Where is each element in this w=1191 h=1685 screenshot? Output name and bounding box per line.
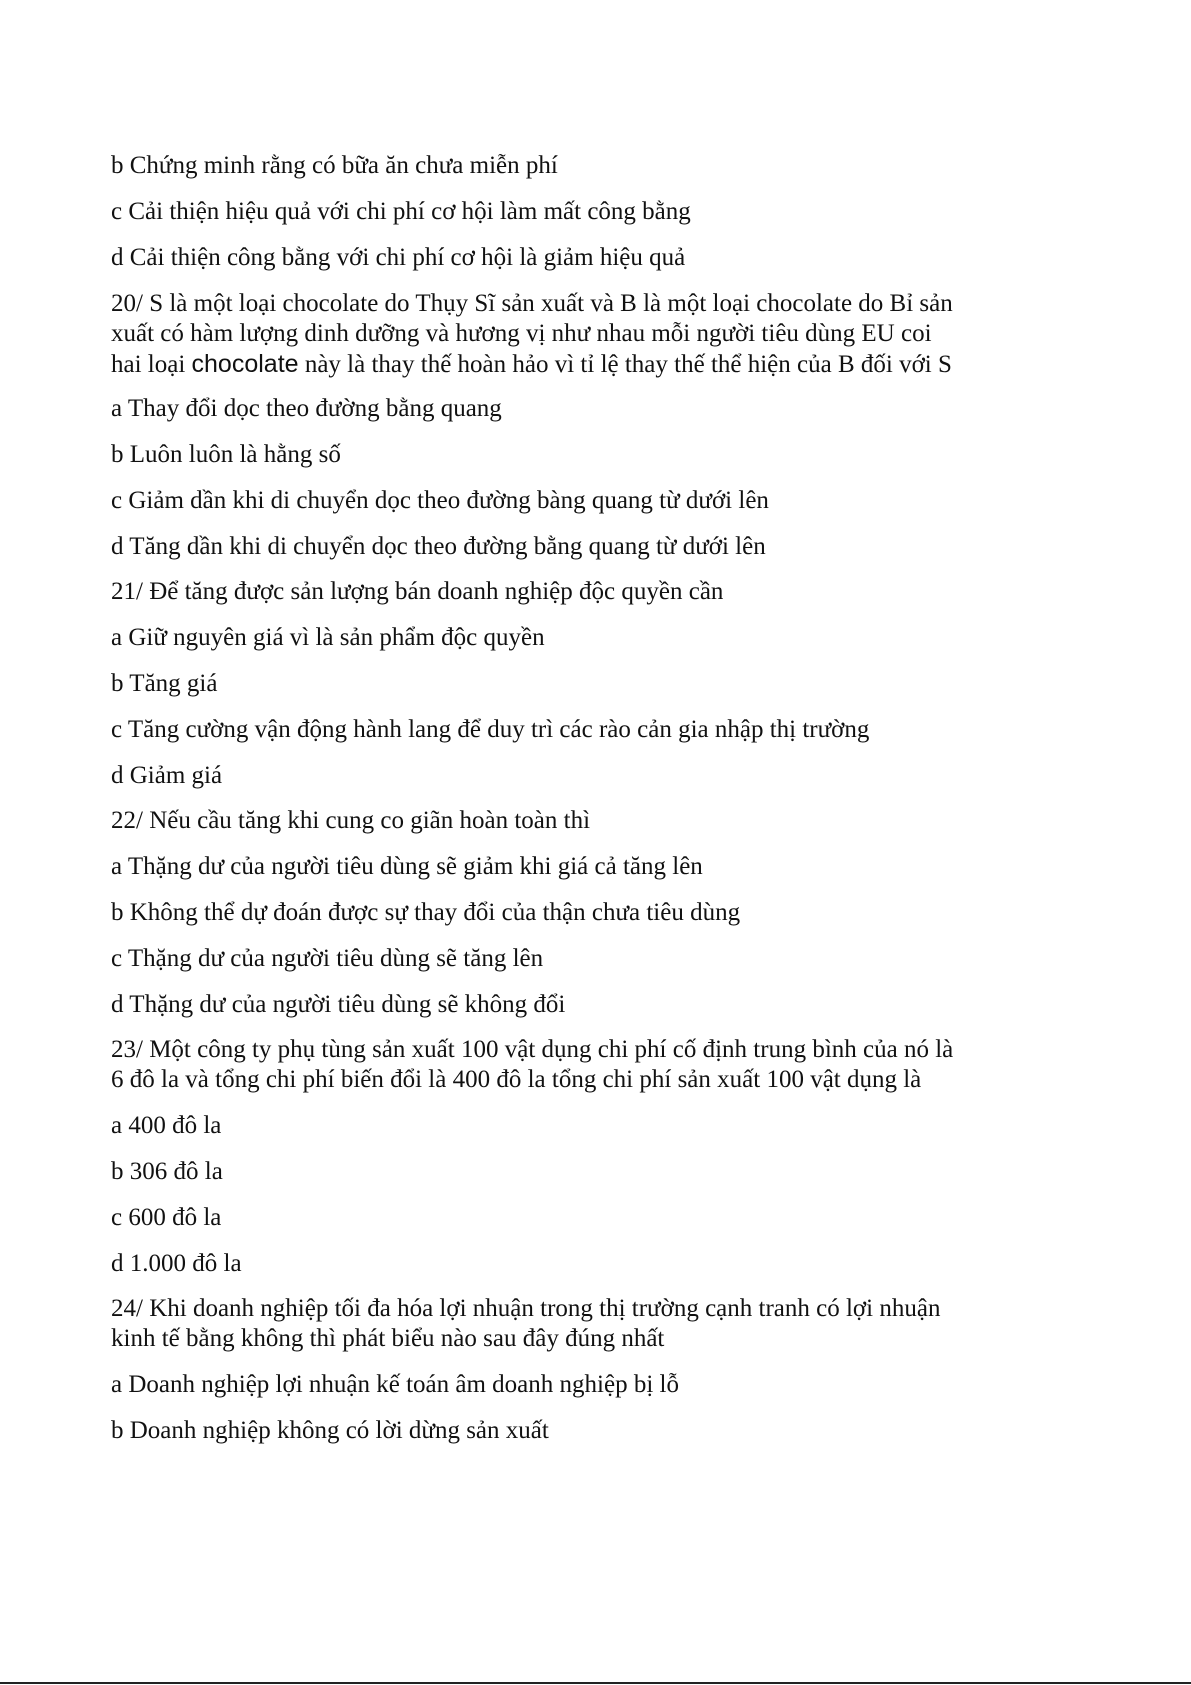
- option-22b: b Không thể dự đoán được sự thay đổi của thận chưa tiêu dùng: [111, 899, 741, 926]
- option-23d: d 1.000 đô la: [111, 1250, 242, 1277]
- option-19b: b Chứng minh rằng có bữa ăn chưa miễn phí: [111, 152, 558, 179]
- option-20b: b Luôn luôn là hằng số: [111, 441, 341, 468]
- option-19c: c Cải thiện hiệu quả với chi phí cơ hội làm mất công bằng: [111, 198, 691, 225]
- option-24b: b Doanh nghiệp không có lời dừng sản xuất: [111, 1417, 549, 1444]
- question-23-line-2: 6 đô la và tổng chi phí biến đổi là 400 đô la tổng chi phí sản xuất 100 vật dụng là: [111, 1066, 922, 1093]
- question-23-line-1: 23/ Một công ty phụ tùng sản xuất 100 vật dụng chi phí cố định trung bình của nó là: [111, 1036, 954, 1063]
- option-20d: d Tăng dần khi di chuyển dọc theo đường bằng quang từ dưới lên: [111, 533, 766, 560]
- option-22a: a Thặng dư của người tiêu dùng sẽ giảm khi giá cả tăng lên: [111, 853, 703, 880]
- question-24-line-1: 24/ Khi doanh nghiệp tối đa hóa lợi nhuận trong thị trường cạnh tranh có lợi nhuận: [111, 1295, 941, 1322]
- option-21b: b Tăng giá: [111, 670, 218, 697]
- option-23c: c 600 đô la: [111, 1204, 222, 1231]
- page-bottom-rule: [0, 1682, 1191, 1684]
- question-20-text-chocolate: chocolate: [191, 350, 299, 378]
- question-20-line-2: xuất có hàm lượng dinh dưỡng và hương vị như nhau mỗi người tiêu dùng EU coi: [111, 320, 932, 347]
- option-24a: a Doanh nghiệp lợi nhuận kế toán âm doanh nghiệp bị lỗ: [111, 1371, 679, 1398]
- question-21: 21/ Để tăng được sản lượng bán doanh nghiệp độc quyền cần: [111, 578, 724, 605]
- question-20-line-1: 20/ S là một loại chocolate do Thụy Sĩ sản xuất và B là một loại chocolate do Bỉ sản: [111, 290, 953, 317]
- option-19d: d Cải thiện công bằng với chi phí cơ hội là giảm hiệu quả: [111, 244, 686, 271]
- option-23b: b 306 đô la: [111, 1158, 223, 1185]
- option-21d: d Giảm giá: [111, 762, 223, 789]
- option-23a: a 400 đô la: [111, 1112, 222, 1139]
- option-22d: d Thặng dư của người tiêu dùng sẽ không đổi: [111, 991, 566, 1018]
- option-20a: a Thay đổi dọc theo đường bằng quang: [111, 395, 502, 422]
- question-20-text-b: này là thay thế hoàn hảo vì tỉ lệ thay thế thể hiện của B đối với S: [298, 351, 952, 378]
- question-20-text-a: hai loại: [111, 351, 192, 378]
- option-20c: c Giảm dần khi di chuyển dọc theo đường bàng quang từ dưới lên: [111, 487, 769, 514]
- option-21c: c Tăng cường vận động hành lang để duy trì các rào cản gia nhập thị trường: [111, 716, 870, 743]
- option-22c: c Thặng dư của người tiêu dùng sẽ tăng lên: [111, 945, 544, 972]
- question-20-line-3: [111, 348, 1071, 381]
- question-22: 22/ Nếu cầu tăng khi cung co giãn hoàn toàn thì: [111, 807, 591, 834]
- option-21a: a Giữ nguyên giá vì là sản phẩm độc quyền: [111, 624, 545, 651]
- question-24-line-2: kinh tế bằng không thì phát biểu nào sau đây đúng nhất: [111, 1325, 665, 1352]
